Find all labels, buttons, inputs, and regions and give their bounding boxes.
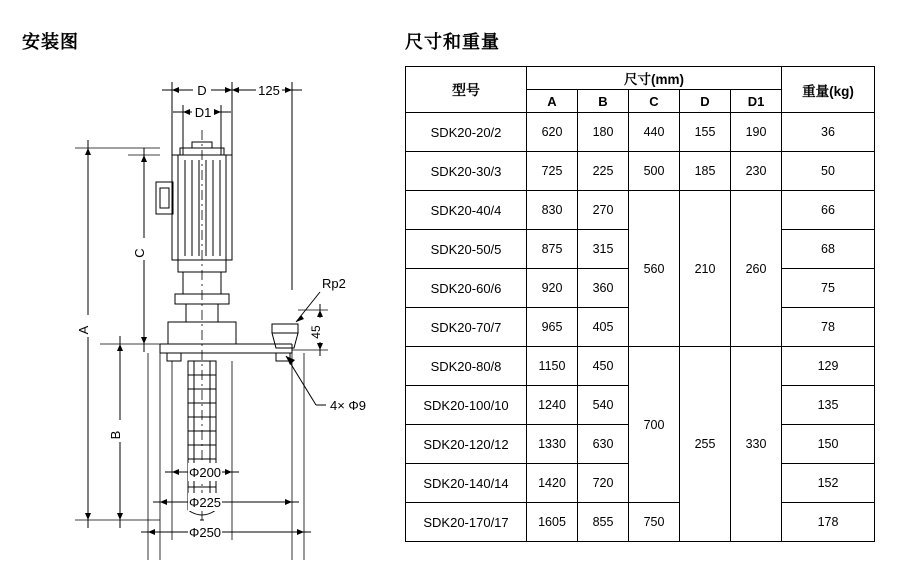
cell-weight: 75 — [782, 269, 875, 308]
cell-model: SDK20-120/12 — [406, 425, 527, 464]
label-45: 45 — [309, 325, 323, 339]
cell-a: 1605 — [527, 503, 578, 542]
cell-model: SDK20-60/6 — [406, 269, 527, 308]
table-row — [406, 113, 875, 152]
label-a: A — [76, 325, 91, 335]
cell-a: 620 — [527, 113, 578, 152]
cell-d: 185 — [680, 152, 731, 191]
cell-a: 965 — [527, 308, 578, 347]
cell-weight: 68 — [782, 230, 875, 269]
header-col-b: B — [578, 90, 629, 113]
cell-model: SDK20-70/7 — [406, 308, 527, 347]
cell-c: 440 — [629, 113, 680, 152]
label-125: 125 — [258, 83, 280, 98]
cell-c: 700 — [629, 347, 680, 503]
cell-d1: 330 — [731, 347, 782, 542]
cell-b: 270 — [578, 191, 629, 230]
label-phi225: Φ225 — [188, 495, 222, 510]
cell-weight: 78 — [782, 308, 875, 347]
table-header-row-1 — [406, 67, 875, 90]
cell-d: 155 — [680, 113, 731, 152]
cell-weight: 129 — [782, 347, 875, 386]
table-body — [406, 113, 875, 542]
installation-drawing — [20, 60, 390, 560]
cell-d: 255 — [680, 347, 731, 542]
cell-a: 1150 — [527, 347, 578, 386]
cell-b: 540 — [578, 386, 629, 425]
cell-model: SDK20-170/17 — [406, 503, 527, 542]
cell-b: 315 — [578, 230, 629, 269]
header-col-d: D — [680, 90, 731, 113]
dimensions-table-wrap — [405, 66, 875, 542]
cell-b: 180 — [578, 113, 629, 152]
cell-weight: 178 — [782, 503, 875, 542]
table-row — [406, 503, 875, 542]
cell-model: SDK20-100/10 — [406, 386, 527, 425]
cell-a: 1240 — [527, 386, 578, 425]
label-rp2: Rp2 — [322, 276, 346, 291]
cell-weight: 66 — [782, 191, 875, 230]
table-head — [406, 67, 875, 113]
cell-model: SDK20-140/14 — [406, 464, 527, 503]
dimensions-table — [405, 66, 875, 542]
table-row — [406, 347, 875, 386]
pump-outline-svg — [20, 60, 390, 560]
cell-b: 360 — [578, 269, 629, 308]
table-row — [406, 152, 875, 191]
cell-c: 750 — [629, 503, 680, 542]
label-phi200: Φ200 — [188, 465, 222, 480]
table-row — [406, 191, 875, 230]
cell-b: 405 — [578, 308, 629, 347]
header-model: 型号 — [406, 67, 527, 113]
cell-d1: 230 — [731, 152, 782, 191]
cell-model: SDK20-40/4 — [406, 191, 527, 230]
cell-weight: 135 — [782, 386, 875, 425]
header-dims-group: 尺寸(mm) — [527, 67, 782, 90]
label-d1: D1 — [194, 105, 212, 120]
page-title-dimensions: 尺寸和重量 — [405, 32, 500, 52]
cell-b: 855 — [578, 503, 629, 542]
header-col-d1: D1 — [731, 90, 782, 113]
cell-d1: 260 — [731, 191, 782, 347]
cell-b: 225 — [578, 152, 629, 191]
label-d: D — [197, 83, 207, 98]
cell-b: 450 — [578, 347, 629, 386]
cell-model: SDK20-80/8 — [406, 347, 527, 386]
cell-c: 560 — [629, 191, 680, 347]
cell-a: 875 — [527, 230, 578, 269]
header-weight: 重量(kg) — [782, 67, 875, 113]
cell-weight: 50 — [782, 152, 875, 191]
cell-weight: 152 — [782, 464, 875, 503]
cell-b: 630 — [578, 425, 629, 464]
cell-model: SDK20-50/5 — [406, 230, 527, 269]
cell-b: 720 — [578, 464, 629, 503]
cell-a: 1330 — [527, 425, 578, 464]
header-col-c: C — [629, 90, 680, 113]
header-col-a: A — [527, 90, 578, 113]
label-4xphi9: 4× Φ9 — [330, 398, 367, 413]
label-c: C — [132, 248, 147, 258]
cell-weight: 36 — [782, 113, 875, 152]
label-phi250: Φ250 — [188, 525, 222, 540]
cell-model: SDK20-20/2 — [406, 113, 527, 152]
cell-a: 920 — [527, 269, 578, 308]
cell-a: 830 — [527, 191, 578, 230]
cell-model: SDK20-30/3 — [406, 152, 527, 191]
cell-weight: 150 — [782, 425, 875, 464]
label-b: B — [108, 430, 123, 440]
cell-d: 210 — [680, 191, 731, 347]
cell-a: 1420 — [527, 464, 578, 503]
cell-c: 500 — [629, 152, 680, 191]
cell-d1: 190 — [731, 113, 782, 152]
cell-a: 725 — [527, 152, 578, 191]
page-title-installation: 安装图 — [22, 32, 79, 52]
